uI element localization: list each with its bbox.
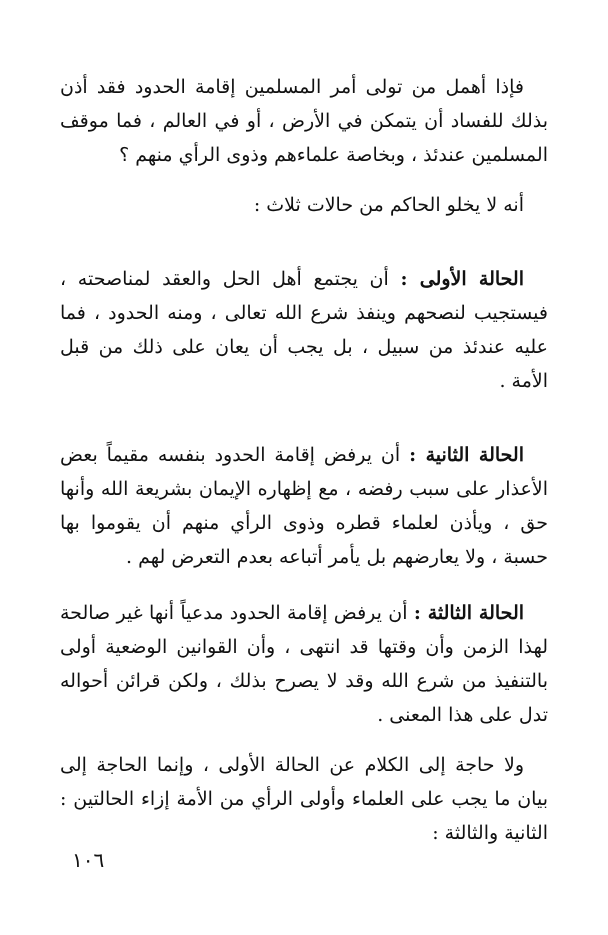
paragraph-intro-text: فإذا أهمل من تولى أمر المسلمين إقامة الحدود فقد أذن بذلك للفساد أن يتمكن في الأرض ، أو في العالم ، فما موقف المسلمين عندئذ ، وبخاصة علماءهم وذوى الرأي منهم ؟ xyxy=(60,76,548,166)
paragraph-three-cases-text: أنه لا يخلو الحاكم من حالات ثلاث : xyxy=(253,194,524,216)
page-number: ١٠٦ xyxy=(72,848,105,872)
case-three-label: الحالة الثالثة : xyxy=(413,602,525,624)
paragraph-case-one xyxy=(60,262,548,398)
paragraph-conclusion xyxy=(60,748,548,850)
case-two-label: الحالة الثانية : xyxy=(409,444,524,466)
paragraph-conclusion-text: ولا حاجة إلى الكلام عن الحالة الأولى ، وإنما الحاجة إلى بيان ما يجب على العلماء وأولى الرأي من الأمة إزاء الحالتين : الثانية والثالثة : xyxy=(60,754,548,844)
case-one-text: أن يجتمع أهل الحل والعقد لمناصحته ، فيستجيب لنصحهم وينفذ شرع الله تعالى ، ومنه الحدود ، فما عليه عندئذ من سبيل ، بل يجب أن يعان على ذلك من قبل الأمة . xyxy=(60,268,548,392)
case-three-text: أن يرفض إقامة الحدود مدعياً أنها غير صالحة لهذا الزمن وأن وقتها قد انتهى ، وأن القوانين الوضعية أولى بالتنفيذ من شرع الله وقد لا يصرح بذلك ، ولكن قرائن أحواله تدل على هذا المعنى . xyxy=(60,602,548,726)
paragraph-three-cases xyxy=(60,188,548,222)
case-one-label: الحالة الأولى : xyxy=(400,268,524,290)
paragraph-case-three xyxy=(60,596,548,732)
page-body xyxy=(60,70,548,850)
case-two-text: أن يرفض إقامة الحدود بنفسه مقيماً بعض الأعذار على سبب رفضه ، مع إظهاره الإيمان بشريعة الله وأنها حق ، ويأذن لعلماء قطره وذوى الرأي منهم أن يقوموا بها حسبة ، ولا يعارضهم بل يأمر أتباعه بعدم التعرض لهم . xyxy=(60,444,548,568)
paragraph-intro xyxy=(60,70,548,172)
paragraph-case-two xyxy=(60,438,548,574)
